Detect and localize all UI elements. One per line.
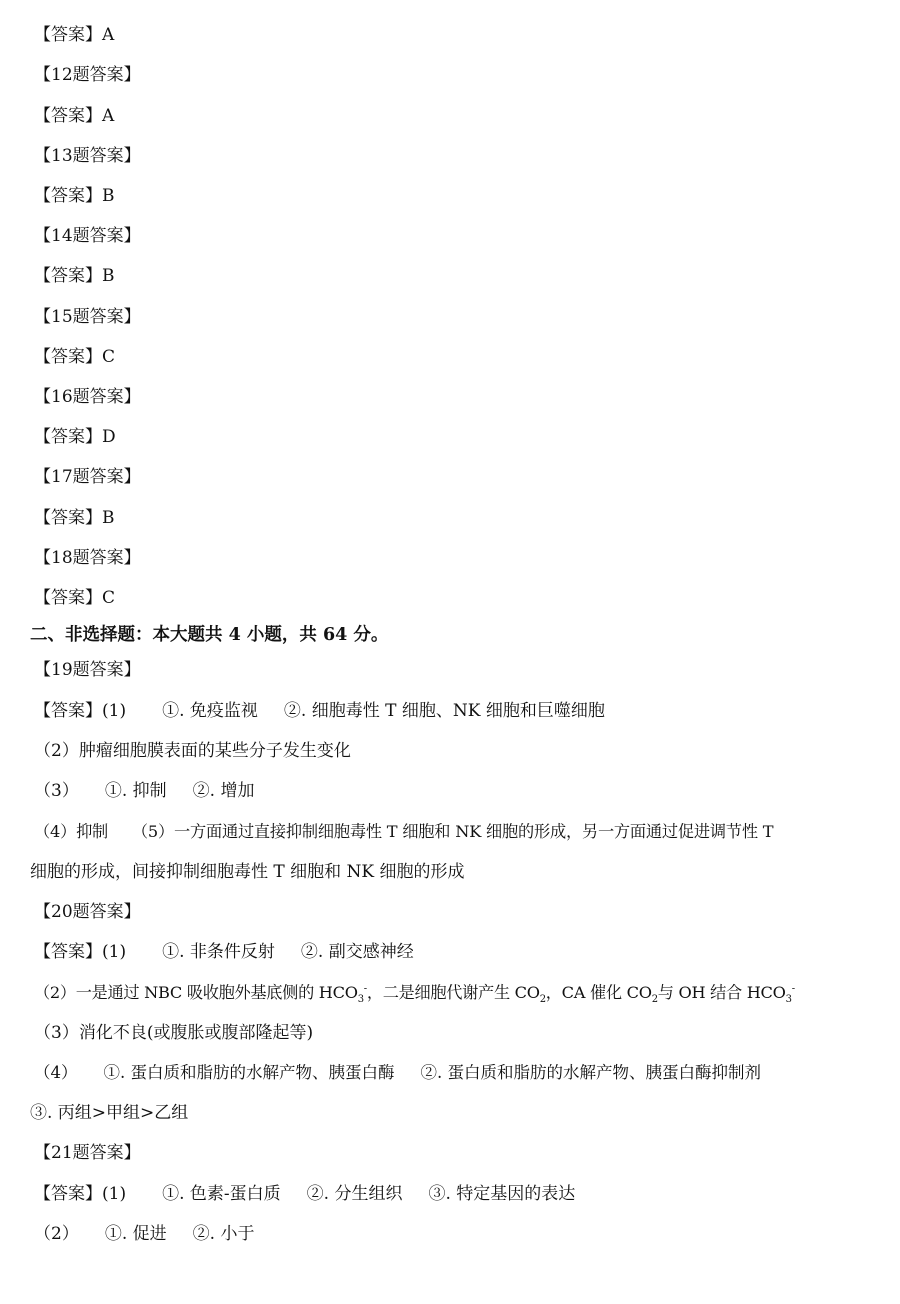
answer-line [34, 982, 795, 1004]
superscript: - [791, 983, 795, 995]
answer-line: 【答案】C [34, 347, 116, 367]
answer-prefix: （4） [34, 1063, 78, 1082]
answer-item: ②. 蛋白质和脂肪的水解产物、胰蛋白酶抑制剂 [420, 1063, 761, 1082]
superscript: - [363, 983, 367, 995]
answer-line: 【答案】A [34, 25, 115, 45]
answer-prefix: （3） [34, 781, 79, 801]
answer-item: ②. 细胞毒性 T 细胞、NK 细胞和巨噬细胞 [283, 701, 605, 721]
answer-text: ，CA 催化 CO [545, 983, 652, 1002]
question-label: 【18题答案】 [34, 548, 141, 568]
answer-line [34, 780, 254, 802]
answer-line: 【答案】A [34, 106, 115, 126]
answer-item: ①. 色素-蛋白质 [162, 1184, 281, 1204]
question-label: 【16题答案】 [34, 387, 141, 407]
answer-prefix: 【答案】(1) [34, 1184, 127, 1204]
answer-item: ②. 小于 [192, 1224, 255, 1244]
answer-line: （4）抑制 （5）一方面通过直接抑制细胞毒性 T 细胞和 NK 细胞的形成，另一方面通过促进调节性 T [34, 822, 774, 841]
answer-item: ①. 促进 [104, 1224, 167, 1244]
answer-prefix: 【答案】(1) [34, 701, 127, 721]
answer-line [34, 1183, 575, 1205]
section-heading: 二、非选择题：本大题共 4 小题，共 64 分。 [30, 625, 389, 645]
answer-line: ③. 丙组>甲组>乙组 [30, 1103, 189, 1123]
question-label: 【19题答案】 [34, 660, 141, 680]
answer-line [34, 941, 414, 963]
answer-line: 细胞的形成，间接抑制细胞毒性 T 细胞和 NK 细胞的形成 [30, 862, 465, 882]
answer-item: ①. 非条件反射 [162, 942, 275, 962]
answer-item: ①. 免疫监视 [162, 701, 258, 721]
answer-line: 【答案】C [34, 588, 116, 608]
answer-item: ②. 副交感神经 [300, 942, 414, 962]
answer-item: ②. 增加 [192, 781, 255, 801]
question-label: 【14题答案】 [34, 226, 141, 246]
question-label: 【12题答案】 [34, 65, 141, 85]
answer-line [34, 1223, 254, 1245]
answer-text: 与 OH 结合 HCO [657, 983, 786, 1002]
answer-text: （2）一是通过 NBC 吸收胞外基底侧的 HCO [34, 983, 358, 1002]
question-label: 【13题答案】 [34, 146, 141, 166]
answer-prefix: （2） [34, 1224, 79, 1244]
answer-line: 【答案】B [34, 186, 115, 206]
answer-line: 【答案】D [34, 427, 116, 447]
answer-line [34, 700, 605, 722]
answer-item: ①. 抑制 [104, 781, 167, 801]
subscript: 2 [539, 994, 546, 1006]
answer-item: ②. 分生组织 [306, 1184, 403, 1204]
subscript: 3 [357, 994, 364, 1006]
answer-line: 【答案】B [34, 508, 115, 528]
answer-prefix: 【答案】(1) [34, 942, 127, 962]
answer-item: ③. 特定基因的表达 [428, 1184, 576, 1204]
question-label: 【15题答案】 [34, 307, 141, 327]
answer-line: （2）肿瘤细胞膜表面的某些分子发生变化 [34, 741, 351, 761]
answer-item: ①. 蛋白质和脂肪的水解产物、胰蛋白酶 [103, 1063, 395, 1082]
answer-line [34, 1062, 761, 1084]
question-label: 【17题答案】 [34, 467, 141, 487]
answer-line: （3）消化不良(或腹胀或腹部隆起等) [34, 1023, 314, 1043]
answer-text: ，二是细胞代谢产生 CO [366, 983, 540, 1002]
subscript: 3 [785, 994, 792, 1006]
subscript: 2 [651, 994, 658, 1006]
question-label: 【20题答案】 [34, 902, 141, 922]
question-label: 【21题答案】 [34, 1143, 141, 1163]
answer-line: 【答案】B [34, 266, 115, 286]
